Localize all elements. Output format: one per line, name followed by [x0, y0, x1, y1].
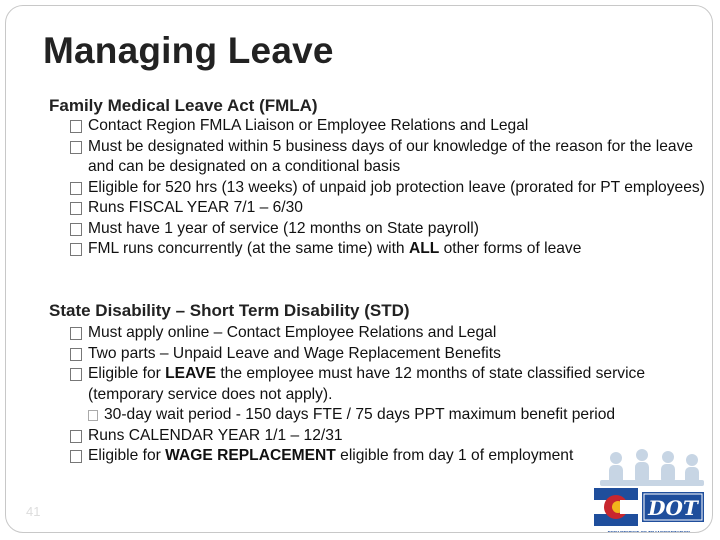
fmla-item-3: Eligible for 520 hrs (13 weeks) of unpaid job protection leave (prorated for PT employees) — [70, 178, 710, 199]
std-item-5: Eligible for WAGE REPLACEMENT eligible from day 1 of employment — [70, 446, 710, 467]
svg-text:DOT: DOT — [648, 496, 698, 520]
checkbox-bullet-icon — [88, 410, 98, 421]
checkbox-bullet-icon — [70, 223, 82, 236]
fmla-heading: Family Medical Leave Act (FMLA) — [49, 96, 318, 115]
std-item-1: Must apply online – Contact Employee Relations and Legal — [70, 323, 710, 344]
std-item-2: Two parts – Unpaid Leave and Wage Replacement Benefits — [70, 344, 710, 365]
slide-frame — [5, 5, 713, 533]
fmla-item-4: Runs FISCAL YEAR 7/1 – 6/30 — [70, 198, 710, 219]
fmla-list — [70, 116, 710, 260]
fmla-item-1: Contact Region FMLA Liaison or Employee Relations and Legal — [70, 116, 710, 137]
std-list — [70, 323, 710, 467]
std-item-3: Eligible for LEAVE the employee must have 12 months of state classified service (temporary service does not apply). — [70, 364, 710, 405]
slide-number: 41 — [26, 504, 41, 519]
checkbox-bullet-icon — [70, 450, 82, 463]
checkbox-bullet-icon — [70, 243, 82, 256]
fmla-item-5: Must have 1 year of service (12 months on State payroll) — [70, 219, 710, 240]
checkbox-bullet-icon — [70, 368, 82, 381]
checkbox-bullet-icon — [70, 202, 82, 215]
svg-text:DEPARTMENT OF TRANSPORTATION: DEPARTMENT OF TRANSPORTATION — [607, 530, 691, 535]
checkbox-bullet-icon — [70, 182, 82, 195]
fmla-item-6: FML runs concurrently (at the same time) with ALL other forms of leave — [70, 239, 710, 260]
checkbox-bullet-icon — [70, 327, 82, 340]
std-subitem-1: 30-day wait period - 150 days FTE / 75 days PPT maximum benefit period — [70, 405, 710, 426]
checkbox-bullet-icon — [70, 120, 82, 133]
fmla-item-2: Must be designated within 5 business days of our knowledge of the reason for the leave and can be designated on a conditional basis — [70, 137, 710, 178]
checkbox-bullet-icon — [70, 141, 82, 154]
colorado-emblem — [594, 488, 638, 526]
checkbox-bullet-icon — [70, 348, 82, 361]
cdot-logo — [586, 446, 712, 533]
std-heading: State Disability – Short Term Disability (STD) — [49, 301, 410, 320]
slide-title: Managing Leave — [43, 30, 334, 71]
std-item-4: Runs CALENDAR YEAR 1/1 – 12/31 — [70, 426, 710, 447]
checkbox-bullet-icon — [70, 430, 82, 443]
